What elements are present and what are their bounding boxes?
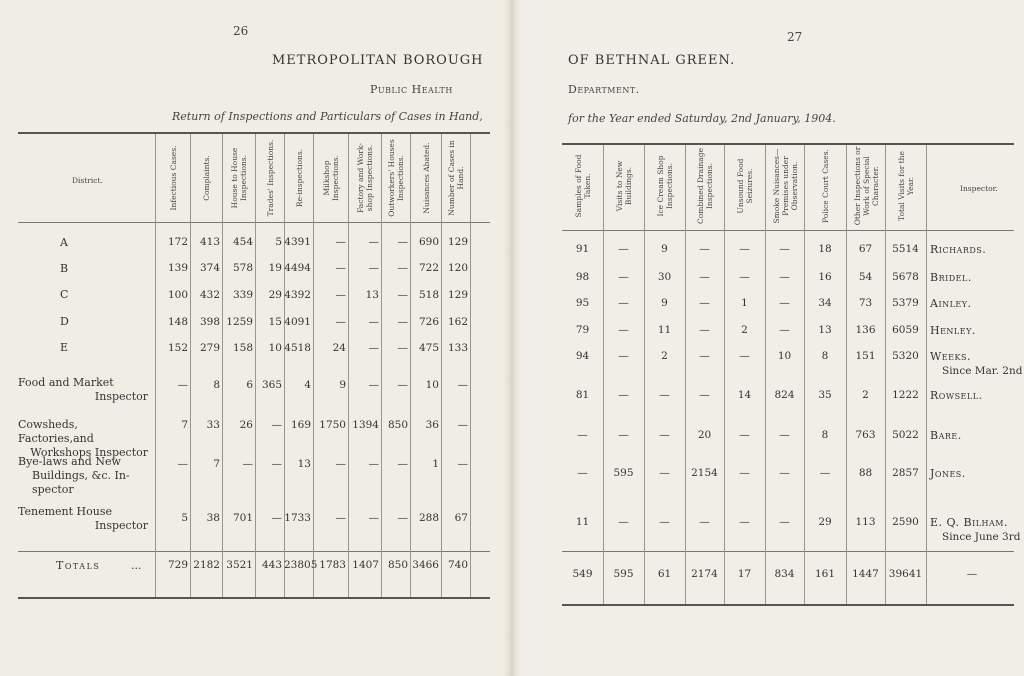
table-cell: 100 [167,289,188,301]
table-cell: 8 [821,350,829,362]
table-cell: 36 [425,419,439,431]
table-cell: 5 [181,512,188,524]
table-cell: 129 [447,236,468,248]
table-cell: 133 [447,342,468,354]
table-cell: 9 [661,243,668,255]
table-cell: 30 [657,271,672,283]
column-header: Smoke Nuisances—Premises under Observation. [771,148,798,224]
totals-cell: 729 [167,559,188,571]
totals-cell: 595 [613,568,634,580]
table-cell: — [457,379,468,391]
table-cell: 5678 [892,271,919,283]
table-cell: — [618,389,629,401]
table-cell: 98 [575,271,590,283]
column-header: Outworkers' Houses Inspections. [386,139,405,217]
table-cell: 4391 [284,236,311,248]
table-cell: 518 [418,289,439,301]
column-header: Unsound Food Seizures. [735,158,754,214]
table-cell: — [397,512,408,524]
totals-cell: 850 [387,559,408,571]
table-cell: — [779,297,790,309]
table-cell: — [177,379,188,391]
column-divider [885,145,886,604]
totals-cell: 834 [774,568,795,580]
table-cell: 4091 [284,316,311,328]
table-cell: — [335,289,346,301]
totals-cell: 443 [261,559,282,571]
table-cell: 10 [268,342,282,354]
table-cell: — [618,271,629,283]
inspector-name: E. Q. Bilham. [930,516,1008,529]
totals-inspector: — [966,568,978,580]
totals-cell: 2174 [691,568,718,580]
table-cell: 26 [239,419,253,431]
header-rule [562,230,1014,231]
table-cell: — [739,271,750,283]
district-label-line: Tenement House [18,505,112,518]
totals-cell: 161 [814,568,836,580]
table-cell: 148 [167,316,188,328]
inspector-name: Henley. [930,324,976,337]
table-cell: 24 [332,342,346,354]
table-cell: 13 [818,324,832,336]
table-cell: 690 [418,236,439,248]
column-header: Total Visits for the Year. [896,151,915,221]
table-cell: 2590 [892,516,919,528]
inspector-note: Since June 3rd [942,531,1021,543]
table-cell: 1394 [352,419,379,431]
table-cell: 1222 [892,389,919,401]
district-label [18,505,150,533]
table-cell: — [177,458,188,470]
table-cell: 94 [575,350,590,362]
table-cell: 6 [246,379,253,391]
table-cell: 8 [213,379,220,391]
district-label [18,455,150,497]
table-cell: 279 [199,342,220,354]
table-cell: 33 [206,419,220,431]
table-cell: — [242,458,253,470]
inspector-name: Weeks. [930,350,971,363]
table-cell: — [618,297,629,309]
table-cell: 158 [232,342,253,354]
inspector-name: Ainley. [930,297,972,310]
table-cell: — [368,458,379,470]
district-label: B [60,262,69,275]
table-cell: 172 [167,236,188,248]
column-header: Complaints. [201,155,211,201]
column-divider [470,134,471,597]
table-cell: 454 [232,236,253,248]
table-cell: — [368,236,379,248]
table-cell: — [397,262,408,274]
totals-cell: 740 [447,559,468,571]
table-cell: — [397,289,408,301]
inspector-name: Bridel. [930,271,972,284]
table-cell: 701 [232,512,253,524]
table-cell: — [779,516,790,528]
table-cell: — [271,419,282,431]
district-label: C [60,288,69,301]
table-cell: 10 [777,350,792,362]
column-header: Infectious Cases. [168,145,177,211]
table-cell: 113 [855,516,876,528]
table-cell: 5022 [892,429,919,441]
table-cell: — [397,379,408,391]
table-cell: 38 [206,512,220,524]
column-header: Other Inspections or Work of Special Character. [852,146,879,226]
totals-cell: 549 [572,568,593,580]
header-rule [18,222,490,223]
totals-label: Totals [56,559,101,572]
district-label-line: Buildings, &c. In- [32,469,130,482]
page-number: 27 [787,30,803,44]
table-cell: 151 [855,350,876,362]
column-header: Factory and Work-shop Inspections. [355,143,374,213]
table-cell: — [739,350,750,362]
table-cell: — [335,316,346,328]
table-cell: — [577,467,588,479]
table-cell: 88 [858,467,873,479]
column-divider [926,145,927,604]
column-divider [255,134,256,597]
table-cell: 129 [447,289,468,301]
column-divider [348,134,349,597]
table-cell: 1 [741,297,748,309]
table-cell: — [699,324,710,336]
table-cell: 4 [304,379,311,391]
table-cell: 67 [858,243,873,255]
column-divider [644,145,645,604]
table-cell: 9 [339,379,346,391]
totals-rule [18,551,490,552]
column-header: Police Court Cases. [820,149,830,223]
table-cell: — [699,389,710,401]
table-cell: 6059 [892,324,919,336]
totals-cell: 1447 [852,568,879,580]
column-divider [724,145,725,604]
table-cell: — [659,516,670,528]
table-cell: 15 [268,316,282,328]
inspector-header: Inspector. [960,184,998,193]
column-header: Trades' Inspections. [265,139,274,217]
page-subtitle: Department. [568,83,640,96]
table-cell: 13 [297,458,311,470]
book-gutter [504,0,520,676]
district-label [18,376,150,404]
table-cell: 67 [454,512,468,524]
table-cell: — [618,324,629,336]
totals-cell: 1407 [352,559,379,571]
right-page [512,0,1024,676]
column-divider [603,145,604,604]
table-cell: — [368,316,379,328]
column-divider [190,134,191,597]
column-header: Re-inspections. [294,148,303,208]
table-cell: 5514 [892,243,919,255]
table-cell: 7 [181,419,188,431]
table-cell: — [779,467,790,479]
table-cell: 365 [261,379,282,391]
district-label [18,418,150,460]
totals-cell: 61 [657,568,672,580]
table-cell: 2 [661,350,668,362]
table-cell: 4392 [284,289,311,301]
district-label-line: Bye-laws and New [18,455,121,468]
table-cell: 34 [818,297,832,309]
column-divider [284,134,285,597]
table-cell: — [335,262,346,274]
table-cell: 162 [447,316,468,328]
table-cell: — [368,512,379,524]
table-cell: 413 [199,236,220,248]
table-cell: — [397,316,408,328]
table-cell: — [271,512,282,524]
table-cell: — [618,350,629,362]
table-cell: 288 [418,512,439,524]
column-divider [441,134,442,597]
page-caption: for the Year ended Saturday, 2nd January, 1904. [568,112,836,125]
table-cell: 169 [290,419,311,431]
table-cell: — [335,458,346,470]
table-cell: — [659,389,670,401]
table-cell: — [699,516,710,528]
table-cell: 9 [661,297,668,309]
top-rule [562,143,1014,145]
table-cell: 595 [613,467,634,479]
column-header: Combined Drainage Inspections. [695,147,714,225]
table-cell: — [739,516,750,528]
top-rule [18,132,490,134]
table-cell: — [397,458,408,470]
table-cell: — [779,243,790,255]
table-cell: 4518 [284,342,311,354]
table-cell: — [618,516,629,528]
table-cell: 73 [858,297,873,309]
table-cell: 136 [855,324,876,336]
column-divider [222,134,223,597]
table-cell: 850 [387,419,408,431]
table-cell: 4494 [284,262,311,274]
table-cell: 2 [741,324,748,336]
table-cell: 19 [268,262,282,274]
table-cell: 432 [199,289,220,301]
column-divider [685,145,686,604]
table-cell: — [659,467,670,479]
district-header: District. [72,176,103,185]
table-cell: — [779,429,790,441]
district-label: E [60,341,69,354]
table-cell: 10 [425,379,439,391]
table-cell: — [457,419,468,431]
table-cell: 152 [167,342,188,354]
page-title: OF BETHNAL GREEN. [568,53,736,68]
totals-cell: 3466 [412,559,439,571]
table-cell: 11 [575,516,590,528]
table-cell: 5320 [892,350,919,362]
table-cell: 374 [199,262,220,274]
table-cell: — [368,379,379,391]
table-cell: 398 [199,316,220,328]
table-cell: 1 [432,458,439,470]
column-divider [410,134,411,597]
table-cell: 578 [232,262,253,274]
table-cell: — [368,342,379,354]
table-cell: — [739,243,750,255]
totals-cell: 1783 [319,559,346,571]
table-cell: — [618,243,629,255]
table-cell: 2 [862,389,869,401]
table-cell: 339 [232,289,253,301]
table-cell: — [659,429,670,441]
column-header: Nuisances Abated. [421,142,430,214]
table-cell: — [699,297,710,309]
table-cell: 2857 [892,467,919,479]
table-cell: — [397,236,408,248]
column-divider [155,134,156,597]
table-cell: 29 [268,289,282,301]
table-cell: — [739,429,750,441]
bottom-rule [562,604,1014,606]
table-cell: — [779,271,790,283]
table-cell: 5 [275,236,282,248]
table-cell: 81 [575,389,590,401]
table-cell: — [397,342,408,354]
table-cell: — [271,458,282,470]
table-cell: — [457,458,468,470]
table-cell: 8 [821,429,829,441]
table-cell: 2154 [691,467,718,479]
totals-cell: 3521 [226,559,253,571]
totals-dots: ... [131,559,142,572]
table-cell: 20 [697,429,712,441]
table-cell: 120 [447,262,468,274]
page-title: METROPOLITAN BOROUGH [272,53,484,68]
table-cell: 91 [575,243,590,255]
inspector-name: Bare. [930,429,962,442]
totals-cell: 39641 [888,568,923,580]
table-cell: 16 [818,271,832,283]
table-cell: 35 [818,389,832,401]
district-label-line: Workshops Inspector [30,446,148,459]
inspector-name: Jones. [930,467,966,480]
bottom-rule [18,597,490,599]
totals-cell: 17 [737,568,752,580]
column-divider [846,145,847,604]
table-cell: 824 [774,389,795,401]
totals-cell: 23805 [284,559,318,571]
district-label-line: spector [32,483,74,496]
column-header: Milkshop Inspections. [321,154,340,202]
inspector-name: Rowsell. [930,389,983,402]
district-label: D [60,315,69,328]
page-number: 26 [233,24,249,38]
table-cell: — [699,350,710,362]
column-divider [381,134,382,597]
table-cell: — [577,429,588,441]
table-cell: — [739,467,750,479]
table-cell: 139 [167,262,188,274]
table-cell: — [368,262,379,274]
table-cell: — [699,271,710,283]
table-cell: — [819,467,831,479]
table-cell: 722 [418,262,439,274]
table-cell: 1259 [226,316,253,328]
table-cell: 29 [818,516,832,528]
district-label-line: Inspector [94,390,148,403]
table-cell: 475 [418,342,439,354]
column-divider [804,145,805,604]
table-cell: — [335,236,346,248]
totals-rule [562,551,1014,552]
column-header: House to House Inspections. [229,147,248,209]
table-cell: 95 [575,297,590,309]
table-cell: — [699,243,710,255]
district-label-line: Food and Market [18,376,114,389]
inspector-name: Richards. [930,243,987,256]
table-cell: 1750 [319,419,346,431]
column-header: Samples of Food Taken. [573,154,592,218]
inspector-note: Since Mar. 2nd [942,365,1023,377]
table-cell: 13 [365,289,379,301]
table-cell: — [618,429,629,441]
totals-cell: 2182 [193,559,220,571]
district-label: A [60,236,68,249]
column-header: Ice Cream Shop Inspections. [655,155,674,217]
table-cell: — [335,512,346,524]
column-divider [765,145,766,604]
table-cell: 5379 [892,297,919,309]
column-header: Visits to New Buildings. [614,160,633,212]
table-cell: — [779,324,790,336]
column-header: Number of Cases in Hand. [446,140,465,216]
table-cell: 54 [858,271,873,283]
table-cell: 7 [213,458,220,470]
district-label-line: Inspector [94,519,148,532]
table-cell: 1733 [284,512,311,524]
table-cell: 726 [418,316,439,328]
page-subtitle: Public Health [370,83,453,96]
table-cell: 763 [855,429,876,441]
table-cell: 11 [657,324,672,336]
page-caption: Return of Inspections and Particulars of Cases in Hand, [172,110,483,123]
district-label-line: Cowsheds, Factories,and [18,418,94,445]
column-divider [313,134,314,597]
table-cell: 14 [737,389,752,401]
table-cell: 79 [575,324,590,336]
table-cell: 18 [818,243,832,255]
